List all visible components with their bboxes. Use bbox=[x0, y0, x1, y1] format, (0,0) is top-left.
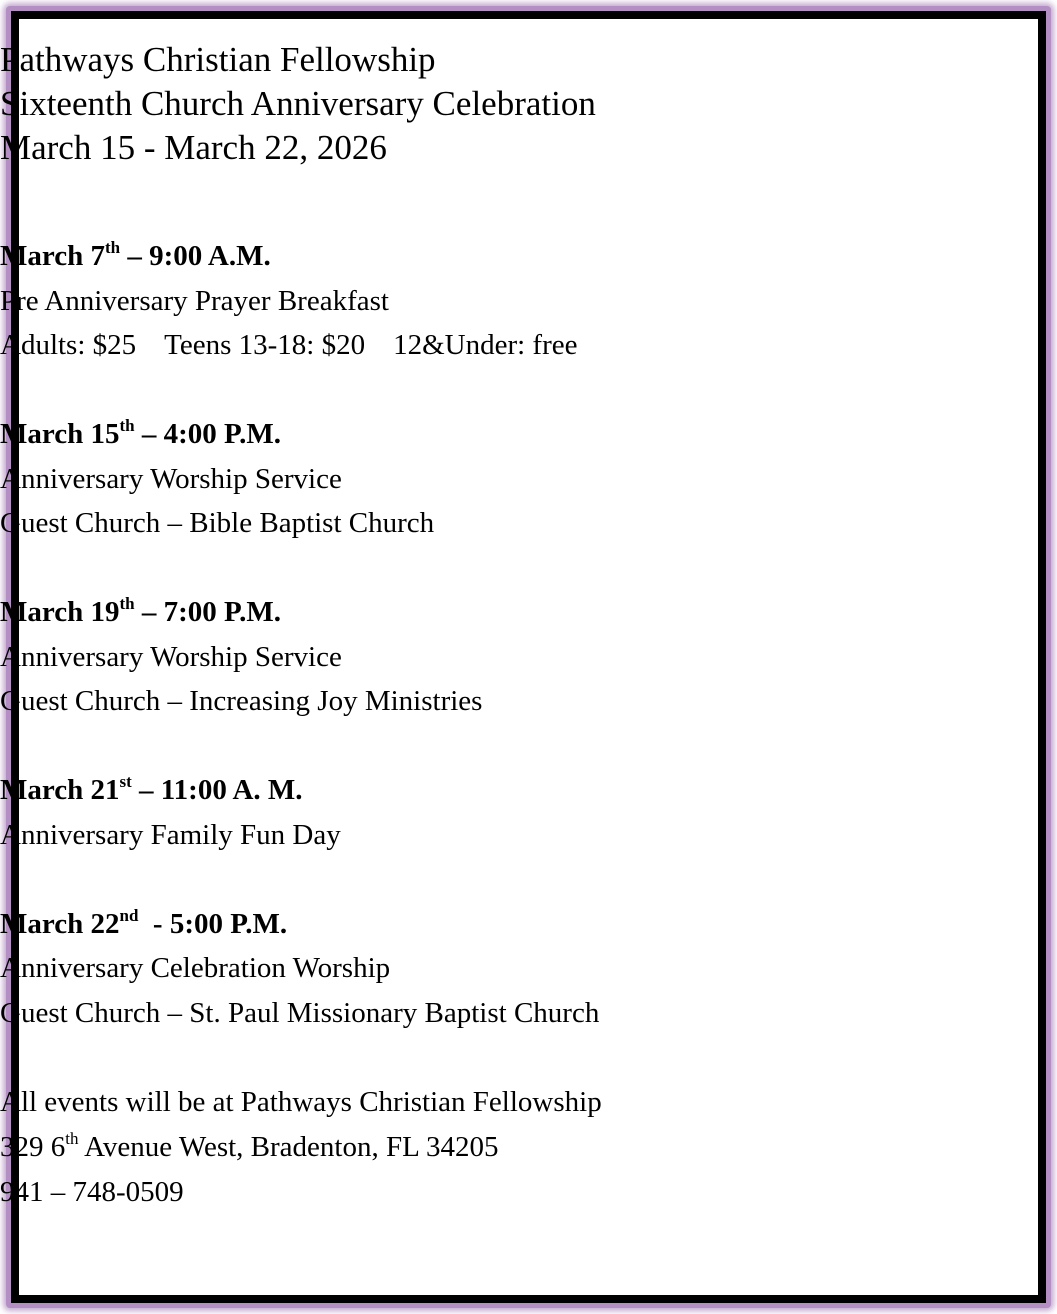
event-guest-church: Guest Church – St. Paul Missionary Baptist Church bbox=[0, 996, 600, 1029]
event-title: Anniversary Worship Service bbox=[0, 462, 342, 495]
event-date: March 7th – 9:00 A.M. bbox=[0, 238, 271, 272]
location-note: All events will be at Pathways Christian Fellowship bbox=[0, 1086, 602, 1118]
event-title: Anniversary Family Fun Day bbox=[0, 818, 341, 851]
event-guest-church: Guest Church – Increasing Joy Ministries bbox=[0, 685, 483, 717]
event-title: Pre Anniversary Prayer Breakfast bbox=[0, 284, 389, 317]
event-celebration-worship bbox=[0, 902, 1057, 1036]
event-date: March 19th – 7:00 P.M. bbox=[0, 594, 281, 628]
event-list bbox=[0, 234, 1057, 1080]
celebration-title: Sixteenth Church Anniversary Celebration bbox=[0, 84, 596, 123]
price-teens: Teens 13-18: $20 bbox=[164, 329, 366, 361]
address: 329 6th Avenue West, Bradenton, FL 34205 bbox=[0, 1129, 499, 1163]
date-range: March 15 - March 22, 2026 bbox=[0, 128, 387, 167]
event-guest-church: Guest Church – Bible Baptist Church bbox=[0, 507, 435, 539]
event-family-fun-day bbox=[0, 768, 1057, 857]
price-adults: Adults: $25 bbox=[0, 329, 137, 361]
event-prayer-breakfast bbox=[0, 234, 1057, 368]
phone-number: 941 – 748-0509 bbox=[0, 1176, 184, 1208]
event-date: March 21st – 11:00 A. M. bbox=[0, 772, 303, 806]
event-title: Anniversary Worship Service bbox=[0, 640, 342, 673]
event-date: March 22nd - 5:00 P.M. bbox=[0, 905, 288, 940]
event-worship-march-15 bbox=[0, 412, 1057, 546]
flyer-footer bbox=[0, 1080, 1057, 1215]
church-name: Pathways Christian Fellowship bbox=[0, 40, 436, 79]
event-date: March 15th – 4:00 P.M. bbox=[0, 416, 281, 450]
event-worship-march-19 bbox=[0, 590, 1057, 724]
event-pricing bbox=[0, 323, 1057, 368]
price-children: 12&Under: free bbox=[393, 329, 578, 361]
event-title: Anniversary Celebration Worship bbox=[0, 952, 391, 984]
flyer-header bbox=[0, 38, 1057, 170]
